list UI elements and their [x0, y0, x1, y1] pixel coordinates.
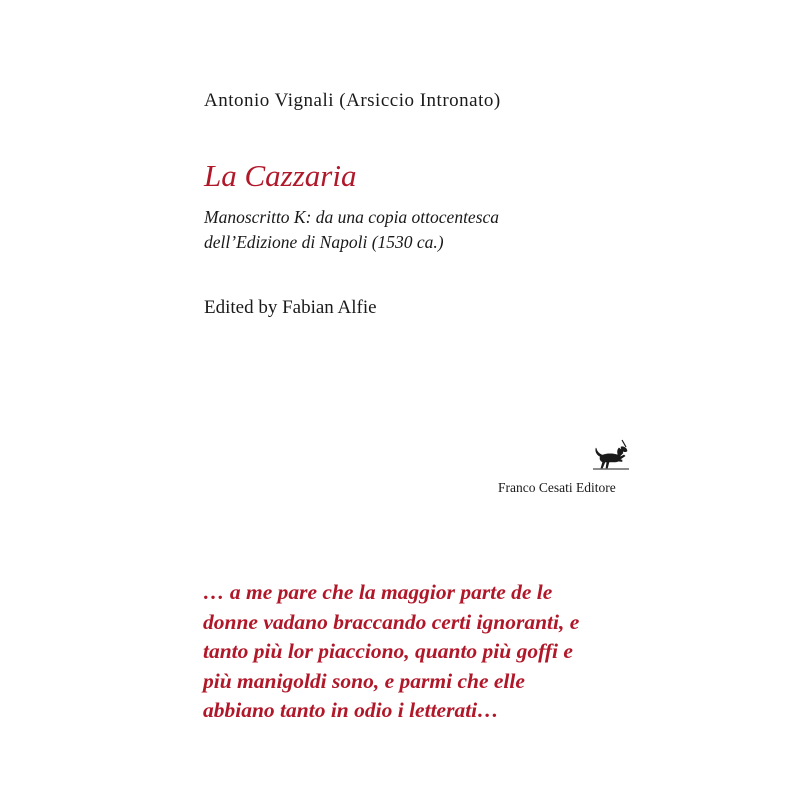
cover-quote — [203, 578, 579, 726]
quote-line: donne vadano braccando certi ignoranti, e — [203, 609, 580, 634]
quote-line: … a me pare che la maggior parte de le — [203, 580, 553, 604]
editor-credit: Edited by Fabian Alfie — [204, 297, 377, 318]
author-name: Antonio Vignali (Arsiccio Intronato) — [204, 90, 501, 111]
unicorn-icon — [589, 438, 633, 472]
publisher-name: Franco Cesati Editore — [498, 480, 616, 495]
book-title: La Cazzaria — [204, 158, 357, 193]
quote-line: più manigoldi sono, e parmi che elle — [203, 668, 525, 693]
subtitle-line: Manoscritto K: da una copia ottocentesca — [204, 207, 500, 227]
subtitle-line: dell’Edizione di Napoli (1530 ca.) — [204, 232, 444, 252]
publisher-logo — [589, 438, 633, 472]
book-subtitle — [204, 205, 499, 255]
quote-line: abbiano tanto in odio i letterati… — [203, 698, 499, 722]
quote-line: tanto più lor piacciono, quanto più goffi e — [203, 639, 573, 663]
